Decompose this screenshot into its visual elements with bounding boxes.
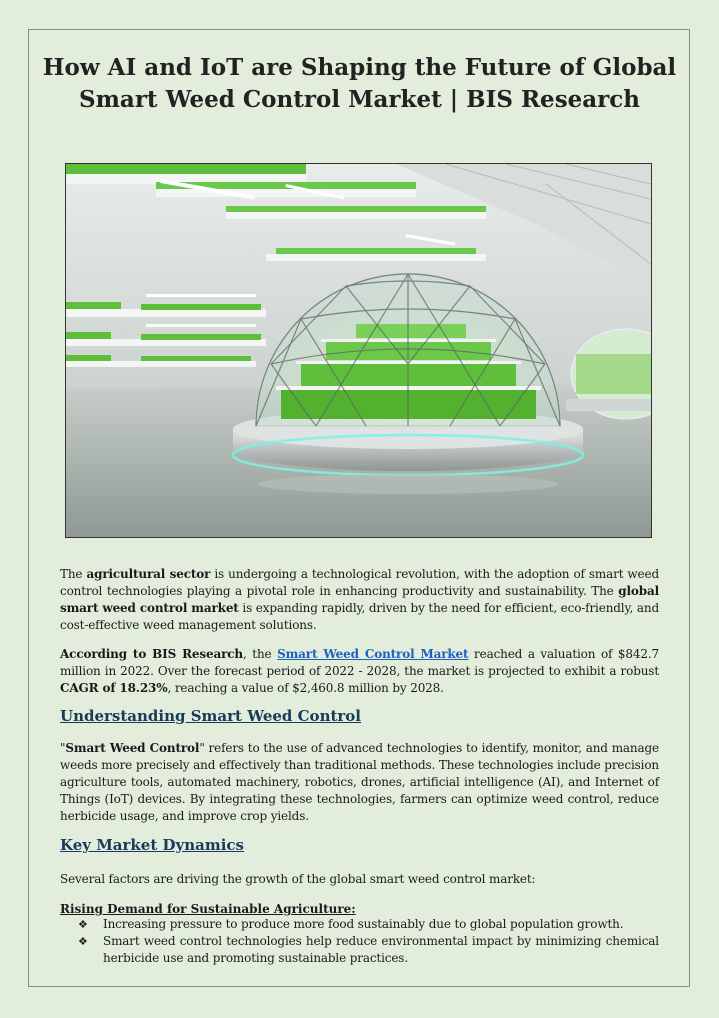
diamond-bullet-icon: ❖ (78, 918, 88, 931)
bullet-text: Smart weed control technologies help reduce environmental impact by minimizing chemical herbicide use and promoting sustainable practices. (103, 934, 659, 965)
bis-bold-1: According to BIS Research (60, 647, 244, 661)
list-item (78, 933, 659, 967)
dynamics-intro-paragraph: Several factors are driving the growth of the global smart weed control market: (60, 872, 536, 886)
understanding-paragraph (60, 740, 659, 825)
heading-understanding: Understanding Smart Weed Control (60, 707, 362, 725)
subheading-rising-text: Rising Demand for Sustainable Agriculture (60, 902, 352, 916)
heading-key-market-dynamics: Key Market Dynamics (60, 836, 244, 854)
intro-text-1: The (60, 567, 87, 581)
bis-bold-2: CAGR of 18.23% (60, 681, 168, 695)
bis-research-paragraph (60, 646, 659, 697)
subheading-colon: : (351, 902, 356, 916)
intro-bold-2: global smart weed control market (60, 584, 659, 615)
page-title (30, 52, 689, 116)
title-line-2: Smart Weed Control Market | BIS Research (78, 86, 641, 113)
intro-bold-1: agricultural sector (86, 567, 211, 581)
bis-text-3: , reaching a value of $2,460.8 million by 2028. (167, 681, 444, 695)
intro-text-3: is expanding rapidly, driven by the need for efficient, eco-friendly, and cost-effective weed management solutions. (60, 601, 659, 632)
hero-image-greenhouse-dome (65, 163, 652, 538)
bis-text-1: , the (243, 647, 278, 661)
greenhouse-dome-illustration (66, 164, 651, 537)
understanding-text-2: " refers to the use of advanced technologies to identify, monitor, and manage weeds more precisely and effectively than traditional methods. These technologies include precision agriculture tools, automated machinery, robotics, drones, artificial intelligence (AI), and Internet of Things (IoT) devices. By integrating these technologies, farmers can optimize weed control, reduce herbicide usage, and improve crop yields. (60, 741, 659, 823)
understanding-bold-1: Smart Weed Control (65, 741, 200, 755)
bullet-text: Increasing pressure to produce more food sustainably due to global population growth. (103, 917, 624, 931)
rising-demand-bullets (78, 916, 659, 967)
title-line-1: How AI and IoT are Shaping the Future of Global (42, 54, 677, 81)
smart-weed-control-market-link[interactable]: Smart Weed Control Market (277, 647, 469, 661)
bis-text-2: reached a valuation of $842.7 million in 2022. Over the forecast period of 2022 - 2028, the market is projected to exhibit a robust (60, 647, 659, 678)
diamond-bullet-icon: ❖ (78, 935, 88, 948)
list-item (78, 916, 659, 933)
understanding-text-1: " (60, 741, 66, 755)
intro-text-2: is undergoing a technological revolution, with the adoption of smart weed control technologies playing a pivotal role in enhancing productivity and sustainability. The (60, 567, 659, 598)
intro-paragraph (60, 566, 659, 634)
